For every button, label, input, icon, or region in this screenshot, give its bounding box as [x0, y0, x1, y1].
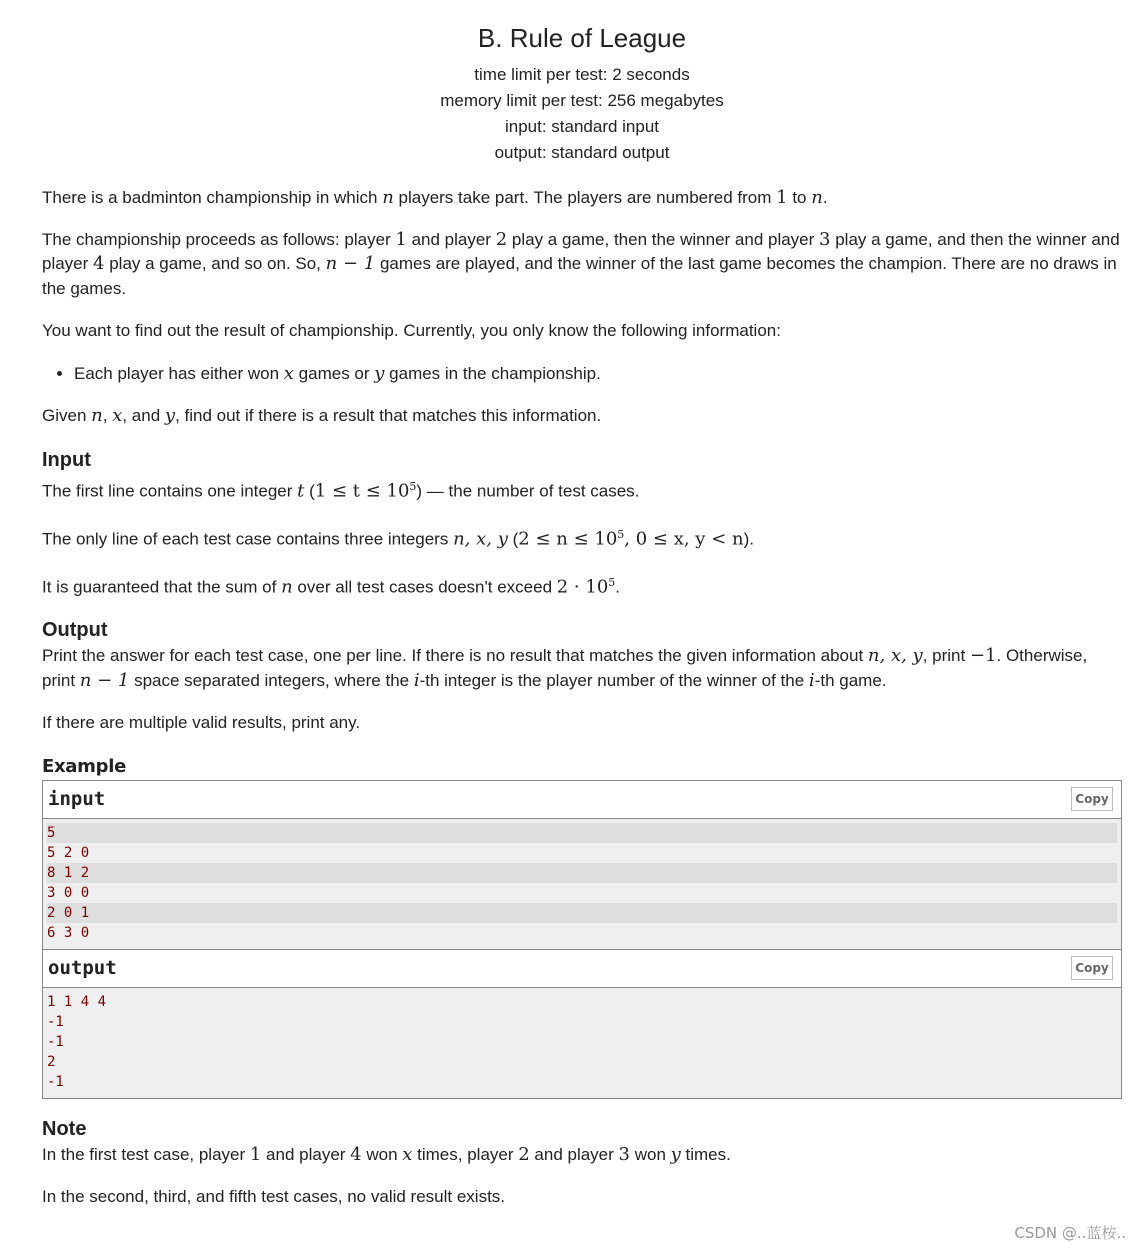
input-line: 5 2 0 — [47, 844, 90, 861]
input-line: 6 3 0 — [47, 924, 90, 941]
memory-limit: memory limit per test: 256 megabytes — [440, 91, 724, 110]
input-line: 5 — [47, 823, 1117, 843]
output-file: output: standard output — [494, 143, 670, 162]
problem-statement — [42, 0, 1122, 1210]
statement-paragraph-1: There is a badminton championship in which n players take part. The players are numbered from 1 to n. — [42, 187, 828, 208]
input-section-title: Input — [42, 449, 91, 471]
time-limit: time limit per test: 2 seconds — [474, 65, 690, 84]
output-line: 1 1 4 4 — [47, 993, 107, 1010]
input-sample-label: input — [48, 787, 106, 810]
problem-title: B. Rule of League — [477, 23, 687, 53]
example-title: Example — [42, 755, 126, 777]
input-line: 8 1 2 — [47, 863, 1117, 883]
info-list — [42, 362, 1122, 386]
note-paragraph-2: In the second, third, and fifth test cases, no valid result exists. — [42, 1187, 506, 1207]
watermark: CSDN @..蓝桉.. — [1014, 1224, 1126, 1242]
input-paragraph-3: It is guaranteed that the sum of n over all test cases doesn't exceed $2 \cdot 10^5$. — [42, 576, 621, 598]
copy-output-button[interactable]: Copy — [1071, 956, 1113, 980]
output-line: -1 — [47, 1033, 64, 1050]
output-line: -1 — [47, 1073, 64, 1090]
output-sample-body — [43, 988, 1121, 1098]
example-box — [42, 780, 1122, 1099]
note-paragraph-1: In the first test case, player 1 and player 4 won x times, player 2 and player 3 won y times. — [42, 1143, 731, 1165]
input-sample-body — [43, 819, 1121, 949]
input-sample-header — [43, 781, 1121, 819]
note-section-title: Note — [42, 1117, 87, 1140]
info-list-item: • Each player has either won x games or y games in the championship. — [74, 362, 1122, 386]
output-line: -1 — [47, 1013, 64, 1030]
input-file: input: standard input — [504, 117, 660, 136]
input-line: 2 0 1 — [47, 903, 1117, 923]
copy-input-button[interactable]: Copy — [1071, 787, 1113, 811]
output-section-title: Output — [42, 619, 108, 642]
input-paragraph-1: The first line contains one integer t $(1 \le t \le 10^5)$ — the number of test cases. — [42, 480, 640, 502]
output-sample-label: output — [48, 956, 117, 979]
output-paragraph-1: Print the answer for each test case, one per line. If there is no result that matches the given information about n, x, y, print −1. Otherwise, print n − 1 space separated integers, where the i-th integer is the player number of the winner of the i-th game. — [42, 645, 1088, 691]
output-line: 2 — [47, 1053, 56, 1070]
statement-paragraph-4: Given n, x, and y, find out if there is a result that matches this information. — [42, 404, 602, 426]
input-paragraph-2: The only line of each test case contains three integers n, x, y ($2 \le n \le 10^5$, 0 ≤ x, y < n). — [42, 528, 754, 550]
statement-paragraph-3: You want to find out the result of championship. Currently, you only know the following information: — [42, 321, 781, 340]
output-paragraph-2: If there are multiple valid results, print any. — [42, 713, 361, 733]
problem-header — [42, 0, 1122, 166]
statement-paragraph-2: The championship proceeds as follows: player 1 and player 2 play a game, then the winner and player 3 play a game, and then the winner and player 4 play a game, and so on. So, n − 1 games are played, and the winner of the last game becomes the champion. There are no draws in the games. — [42, 228, 1120, 298]
input-line: 3 0 0 — [47, 884, 90, 901]
output-sample-header — [43, 950, 1121, 988]
